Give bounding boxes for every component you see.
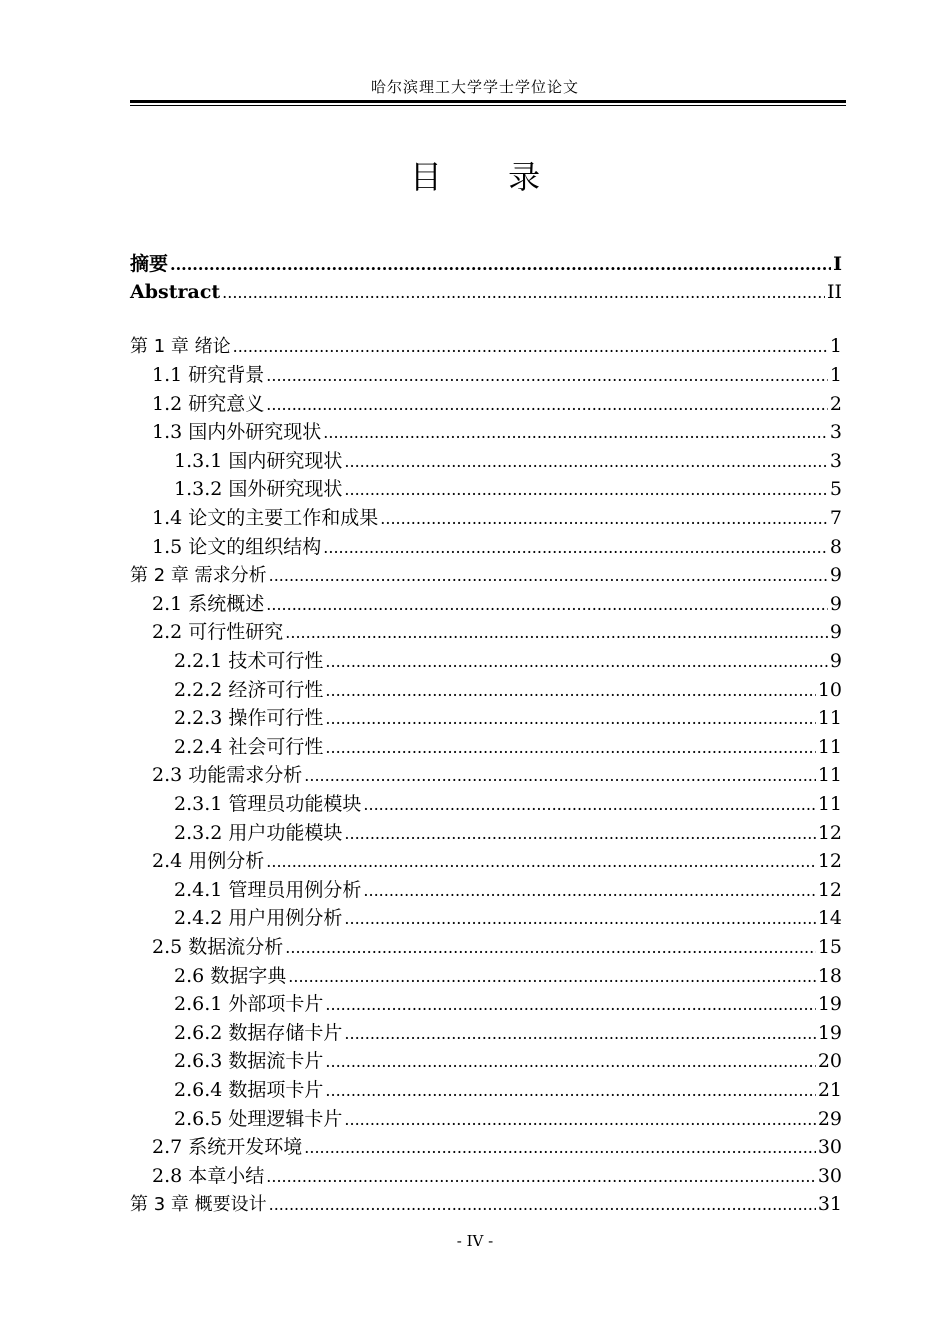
- toc-leader-dots: [266, 591, 828, 619]
- toc-entry-section[interactable]: [152, 418, 842, 446]
- toc-leader-dots: [344, 905, 815, 933]
- toc-leader-dots: [269, 562, 828, 590]
- toc-entry-label: 2.2.1 技术可行性: [174, 650, 324, 672]
- toc-leader-dots: [344, 476, 828, 504]
- toc-entry-label: 2.8 本章小结: [152, 1164, 265, 1187]
- toc-entry-page: 30: [817, 1164, 842, 1187]
- toc-leader-dots: [266, 391, 828, 419]
- toc-leader-dots: [325, 734, 815, 762]
- toc-entry-subsection[interactable]: [174, 704, 842, 732]
- toc-leader-dots: [222, 279, 825, 307]
- toc-entry-label: Abstract: [130, 281, 221, 303]
- toc-entry-subsection[interactable]: [174, 733, 842, 761]
- toc-entry-subsection[interactable]: [174, 1019, 842, 1047]
- toc-leader-dots: [288, 963, 816, 991]
- toc-entry-page: 7: [829, 507, 842, 529]
- toc-entry-label: 1.4 论文的主要工作和成果: [152, 507, 379, 529]
- toc-entry-label: 2.3 功能需求分析: [152, 764, 303, 787]
- toc-entry-page: 9: [829, 564, 842, 587]
- toc-entry-section[interactable]: [152, 590, 842, 618]
- toc-entry-page: 11: [817, 764, 842, 787]
- toc-entry-page: 29: [817, 1107, 842, 1130]
- toc-entry-page: 8: [829, 535, 842, 558]
- page-title: 目 录: [409, 158, 569, 196]
- toc-leader-dots: [363, 791, 815, 819]
- toc-entry-label: 2.3.1 管理员功能模块: [174, 793, 362, 815]
- toc-entry-page: 3: [829, 449, 842, 472]
- toc-entry-chapter[interactable]: [130, 332, 842, 360]
- toc-entry-section[interactable]: [152, 761, 842, 789]
- toc-entry-page: 11: [817, 735, 842, 758]
- toc-leader-dots: [344, 1106, 815, 1134]
- toc-entry-section[interactable]: [152, 847, 842, 875]
- toc-entry-abstract-en[interactable]: [130, 278, 842, 306]
- toc-entry-label: 2.4 用例分析: [152, 850, 265, 873]
- toc-entry-label: 2.6.2 数据存储卡片: [174, 1021, 343, 1044]
- toc-entry-page: 30: [817, 1136, 842, 1159]
- toc-entry-subsection[interactable]: [174, 475, 842, 503]
- toc-leader-dots: [266, 848, 816, 876]
- toc-entry-chapter[interactable]: [130, 1190, 842, 1218]
- toc-entry-section[interactable]: [152, 390, 842, 418]
- toc-leader-dots: [323, 534, 828, 562]
- toc-entry-page: 21: [817, 1079, 842, 1101]
- toc-entry-label: 1.1 研究背景: [152, 364, 265, 386]
- toc-entry-label: 2.2 可行性研究: [152, 621, 284, 644]
- toc-leader-dots: [304, 762, 816, 790]
- toc-entry-abstract-cn[interactable]: [130, 250, 842, 278]
- toc-entry-label: 2.6.1 外部项卡片: [174, 993, 324, 1016]
- running-header: 哈尔滨理工大学学士学位论文: [370, 78, 579, 96]
- toc-leader-dots: [325, 1048, 815, 1076]
- header-rule-thick: [130, 100, 846, 103]
- toc-entry-page: 12: [817, 878, 842, 901]
- toc-leader-dots: [266, 1163, 816, 1191]
- toc-leader-dots: [344, 448, 828, 476]
- toc-entry-page: 2: [829, 392, 842, 415]
- toc-leader-dots: [304, 1134, 816, 1162]
- toc-entry-label: 1.5 论文的组织结构: [152, 535, 322, 558]
- toc-leader-dots: [344, 1020, 815, 1048]
- toc-entry-page: 15: [817, 936, 842, 958]
- toc-entry-label: 2.2.4 社会可行性: [174, 735, 324, 758]
- toc-entry-label: 1.3.1 国内研究现状: [174, 449, 343, 472]
- toc-entry-section[interactable]: [152, 1162, 842, 1190]
- toc-entry-section[interactable]: [152, 533, 842, 561]
- toc-entry-label: 2.2.3 操作可行性: [174, 707, 324, 730]
- toc-entry-page: 12: [817, 850, 842, 873]
- toc-entry-page: 9: [829, 592, 842, 615]
- toc-entry-subsection[interactable]: [174, 1076, 842, 1104]
- toc-entry-label: 第 3 章 概要设计: [130, 1194, 267, 1216]
- toc-leader-dots: [325, 648, 828, 676]
- toc-leader-dots: [323, 419, 828, 447]
- toc-entry-subsection[interactable]: [174, 447, 842, 475]
- toc-leader-dots: [325, 991, 815, 1019]
- toc-entry-label: 2.3.2 用户功能模块: [174, 821, 343, 844]
- toc-entry-label: 1.3 国内外研究现状: [152, 421, 322, 444]
- toc-entry-page: 1: [829, 335, 842, 357]
- toc-entry-section[interactable]: [152, 1133, 842, 1161]
- toc-entry-page: 1: [829, 364, 842, 386]
- toc-leader-dots: [233, 333, 828, 361]
- toc-entry-page: II: [826, 281, 842, 303]
- toc-leader-dots: [325, 705, 815, 733]
- toc-entry-subsection[interactable]: [174, 819, 842, 847]
- toc-entry-label: 1.3.2 国外研究现状: [174, 478, 343, 501]
- toc-leader-dots: [285, 619, 828, 647]
- toc-entry-subsection[interactable]: [174, 647, 842, 675]
- toc-entry-label: 2.2.2 经济可行性: [174, 678, 324, 701]
- toc-leader-dots: [325, 677, 815, 705]
- toc-entry-label: 2.6.5 处理逻辑卡片: [174, 1107, 343, 1130]
- toc-entry-subsection[interactable]: [174, 1105, 842, 1133]
- toc-leader-dots: [269, 1191, 816, 1219]
- header-rule-thin: [130, 105, 846, 106]
- toc-entry-page: 14: [817, 907, 842, 930]
- toc-leader-dots: [266, 362, 828, 390]
- toc-entry-section[interactable]: [152, 618, 842, 646]
- toc-entry-label: 2.4.2 用户用例分析: [174, 907, 343, 930]
- toc-entry-label: 2.6 数据字典: [174, 964, 287, 987]
- toc-entry-subsection[interactable]: [174, 1047, 842, 1075]
- toc-entry-page: 19: [817, 993, 842, 1016]
- toc-entry-section[interactable]: [152, 361, 842, 389]
- toc-entry-subsection[interactable]: [174, 990, 842, 1018]
- toc-entry-label: 2.7 系统开发环境: [152, 1136, 303, 1159]
- toc-leader-dots: [285, 934, 816, 962]
- toc-entry-subsection[interactable]: [174, 876, 842, 904]
- toc-entry-page: 18: [817, 964, 842, 987]
- toc-entry-page: 5: [829, 478, 842, 501]
- toc-entry-chapter[interactable]: [130, 561, 842, 589]
- toc-entry-subsection[interactable]: [174, 676, 842, 704]
- toc-entry-label: 第 2 章 需求分析: [130, 565, 267, 587]
- toc-entry-page: 11: [817, 707, 842, 730]
- toc-entry-page: 19: [817, 1021, 842, 1044]
- toc-entry-subsection[interactable]: [174, 904, 842, 932]
- toc-entry-page: 9: [829, 650, 842, 672]
- toc-entry-label: 1.2 研究意义: [152, 392, 265, 415]
- toc-entry-label: 2.6.3 数据流卡片: [174, 1050, 324, 1073]
- toc-leader-dots: [380, 505, 828, 533]
- toc-entry-page: I: [833, 253, 842, 275]
- page-number-footer: - IV -: [456, 1232, 494, 1250]
- toc-entry-label: 第 1 章 绪论: [130, 336, 231, 357]
- toc-entry-label: 摘要: [130, 253, 169, 275]
- toc-entry-label: 2.1 系统概述: [152, 592, 265, 615]
- toc-entry-page: 31: [817, 1193, 842, 1216]
- toc-entry-section[interactable]: [152, 933, 842, 961]
- toc-entry-page: 9: [829, 621, 842, 644]
- toc-entry-page: 12: [817, 821, 842, 844]
- toc-entry-section[interactable]: [152, 504, 842, 532]
- toc-entry-label: 2.6.4 数据项卡片: [174, 1079, 324, 1101]
- toc-entry-page: 20: [817, 1050, 842, 1073]
- toc-entry-page: 3: [829, 421, 842, 444]
- toc-entry-page: 11: [817, 793, 842, 815]
- toc-leader-dots: [344, 820, 815, 848]
- toc-leader-dots: [325, 1077, 815, 1105]
- toc-entry-subsection[interactable]: [174, 962, 842, 990]
- toc-entry-page: 10: [817, 678, 842, 701]
- toc-entry-label: 2.4.1 管理员用例分析: [174, 878, 362, 901]
- toc-entry-subsection[interactable]: [174, 790, 842, 818]
- toc-leader-dots: [363, 877, 815, 905]
- toc-leader-dots: [170, 251, 831, 279]
- toc-entry-label: 2.5 数据流分析: [152, 936, 284, 958]
